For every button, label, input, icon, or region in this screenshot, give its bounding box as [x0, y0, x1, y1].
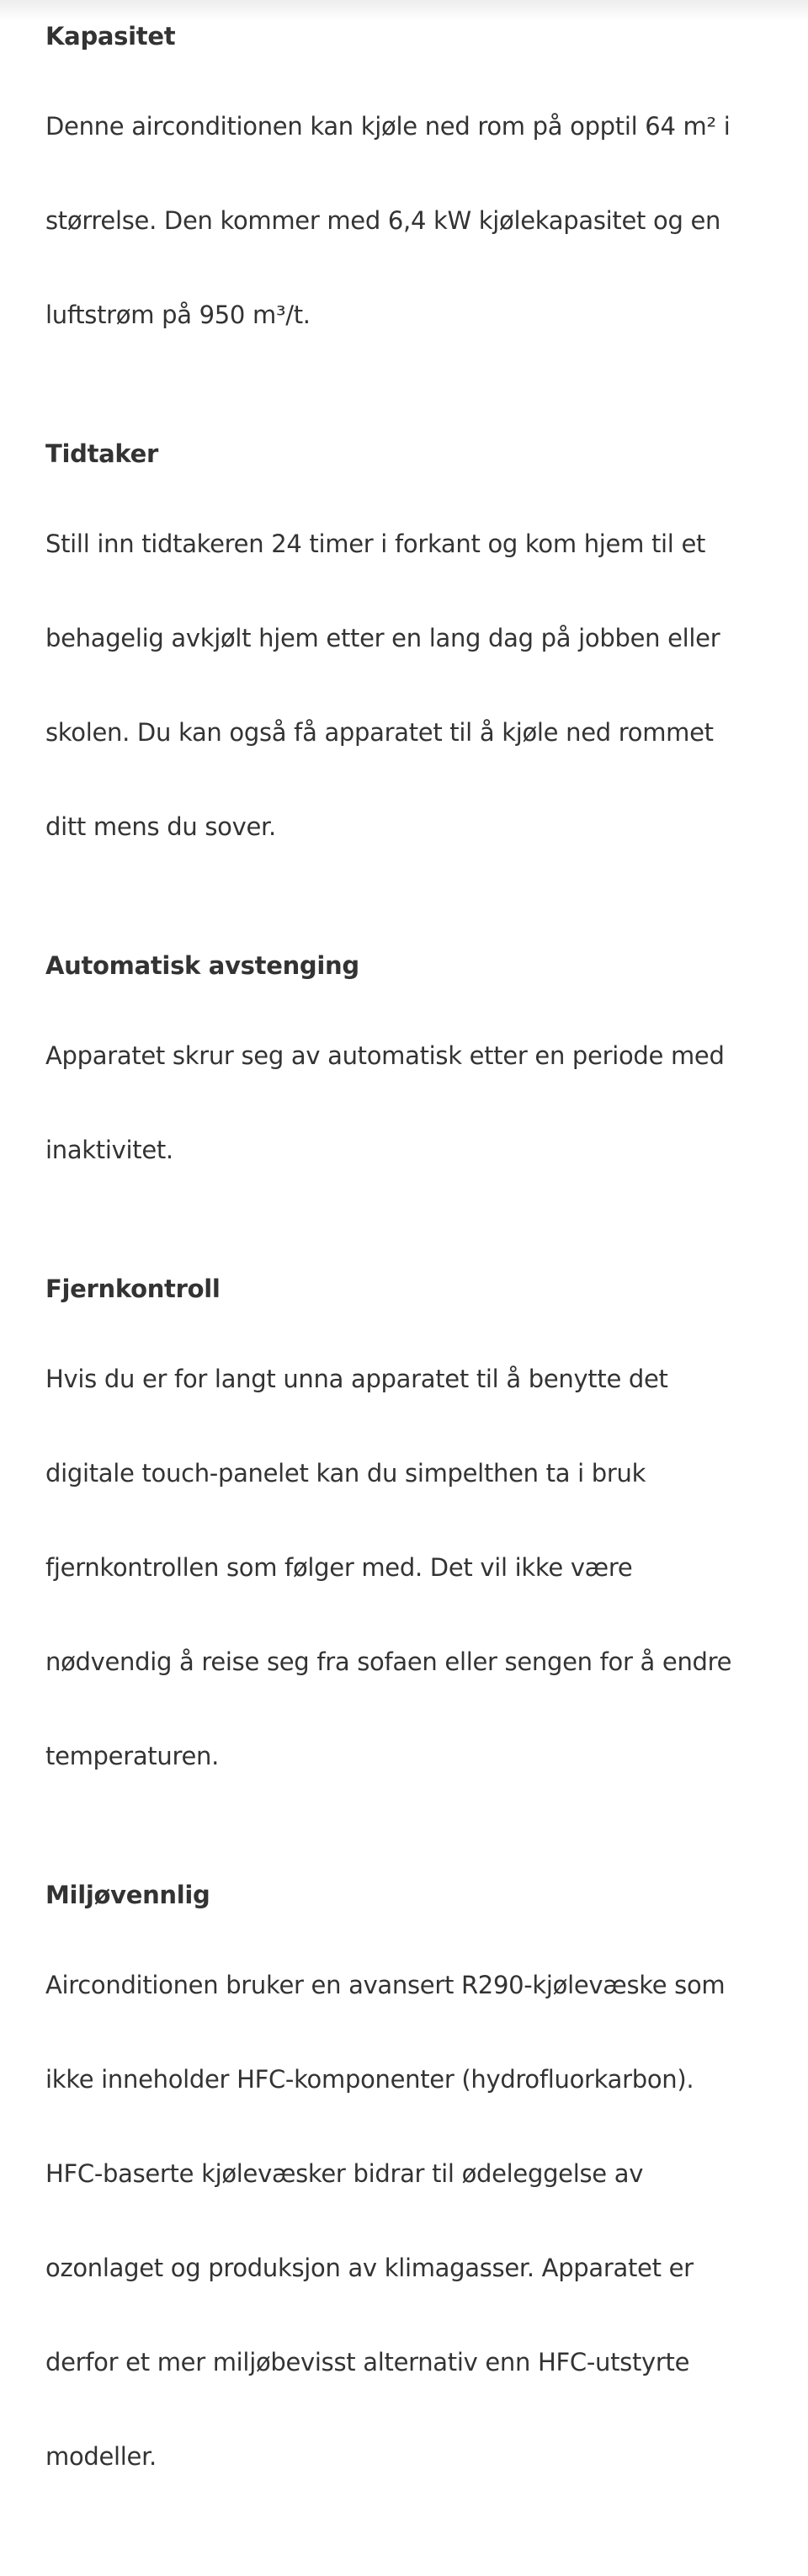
- section-heading: Miljøvennlig: [45, 1881, 210, 1909]
- text-line: temperaturen.: [45, 1742, 219, 1770]
- section-body: [45, 985, 761, 1221]
- text-line: luftstrøm på 950 m³/t.: [45, 301, 311, 329]
- section-fjernkontroll: [45, 1269, 761, 1827]
- product-description: [45, 17, 761, 2576]
- section-body: [45, 1914, 761, 2527]
- text-line: størrelse. Den kommer med 6,4 kW kjølekapasitet og en: [45, 206, 721, 235]
- text-line: Airconditionen bruker en avansert R290-kjølevæske som: [45, 1971, 726, 1999]
- text-line: behagelig avkjølt hjem etter en lang dag på jobben eller: [45, 624, 720, 652]
- section-heading: Fjernkontroll: [45, 1275, 221, 1303]
- text-line: digitale touch-panelet kan du simpelthen ta i bruk: [45, 1459, 646, 1488]
- section-heading: Tidtaker: [45, 439, 158, 468]
- text-line: HFC-baserte kjølevæsker bidrar til ødeleggelse av: [45, 2159, 644, 2188]
- text-line: ikke inneholder HFC-komponenter (hydrofluorkarbon).: [45, 2065, 694, 2094]
- text-line: skolen. Du kan også få apparatet til å kjøle ned rommet: [45, 718, 714, 747]
- text-line: modeller.: [45, 2442, 157, 2471]
- section-miljovennlig: [45, 1876, 761, 2527]
- section-kapasitet: [45, 17, 761, 386]
- section-tidtaker: [45, 434, 761, 897]
- text-line: Apparatet skrur seg av automatisk etter en periode med: [45, 1041, 725, 1070]
- text-line: fjernkontrollen som følger med. Det vil ikke være: [45, 1553, 633, 1582]
- text-line: ozonlaget og produksjon av klimagasser. Apparatet er: [45, 2254, 694, 2282]
- text-line: Denne airconditionen kan kjøle ned rom på opptil 64 m² i: [45, 112, 731, 141]
- text-line: inaktivitet.: [45, 1136, 173, 1164]
- text-line: ditt mens du sover.: [45, 812, 276, 841]
- section-heading: Kapasitet: [45, 22, 176, 51]
- text-line: nødvendig å reise seg fra sofaen eller sengen for å endre: [45, 1647, 732, 1676]
- section-automatisk-avstenging: [45, 946, 761, 1221]
- text-line: Still inn tidtakeren 24 timer i forkant og kom hjem til et: [45, 530, 706, 558]
- text-line: derfor et mer miljøbevisst alternativ enn HFC-utstyrte: [45, 2348, 690, 2376]
- section-body: [45, 473, 761, 897]
- section-body: [45, 1308, 761, 1827]
- text-line: Hvis du er for langt unna apparatet til å benytte det: [45, 1365, 668, 1393]
- section-body: [45, 56, 761, 386]
- section-heading: Automatisk avstenging: [45, 951, 359, 980]
